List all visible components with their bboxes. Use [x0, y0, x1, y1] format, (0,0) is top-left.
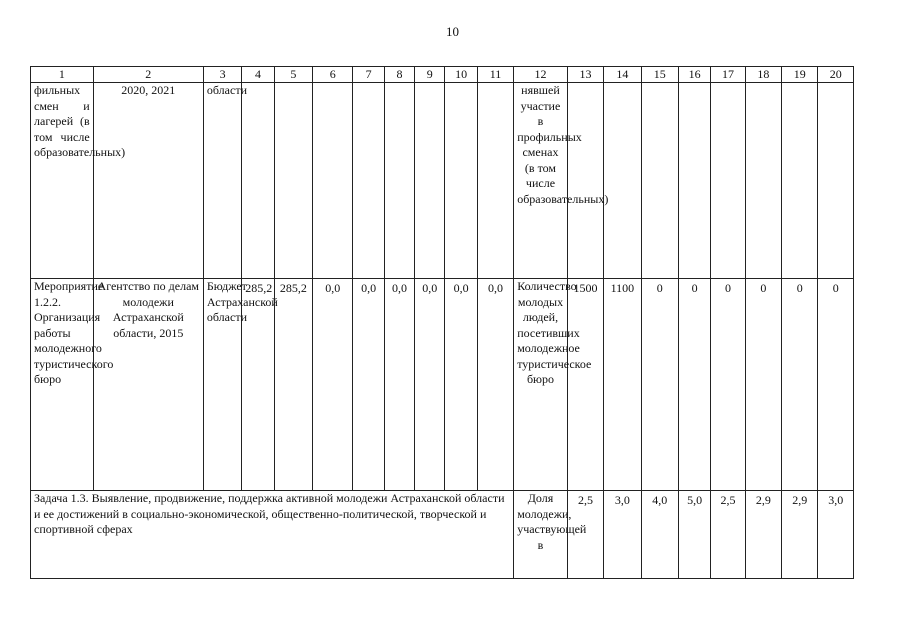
event-name-cell: фильных смен и лагерей (в том числе образовательных) — [31, 83, 94, 279]
funding-source-cell: области — [203, 83, 241, 279]
value-cell: 3,0 — [604, 491, 641, 579]
header-cell: 11 — [477, 67, 513, 83]
value-cell: 0 — [818, 279, 854, 491]
table-cell — [745, 83, 781, 279]
table-row — [31, 83, 854, 279]
value-cell: 0,0 — [415, 279, 445, 491]
header-cell: 19 — [782, 67, 818, 83]
value-cell: 285,2 — [274, 279, 312, 491]
value-cell: 1500 — [567, 279, 603, 491]
table-cell — [604, 83, 641, 279]
indicator-cell: нявшей участие в профильных сменах (в том числе образовательных) — [514, 83, 568, 279]
value-cell: 4,0 — [641, 491, 678, 579]
value-cell: 0,0 — [477, 279, 513, 491]
table-row — [31, 279, 854, 491]
table-row — [31, 491, 854, 579]
table-cell — [567, 83, 603, 279]
executor-cell: Агентство по делам молодежи Астраханской области, 2015 — [93, 279, 203, 491]
header-cell: 12 — [514, 67, 568, 83]
executor-cell: 2020, 2021 — [93, 83, 203, 279]
value-cell: 0,0 — [313, 279, 353, 491]
header-cell: 16 — [678, 67, 710, 83]
event-name-cell: Мероприятие 1.2.2. Организация работы молодежного туристического бюро — [31, 279, 94, 491]
header-cell: 18 — [745, 67, 781, 83]
value-cell: 0,0 — [445, 279, 477, 491]
header-cell: 6 — [313, 67, 353, 83]
value-cell: 0,0 — [353, 279, 384, 491]
value-cell: 2,5 — [567, 491, 603, 579]
header-cell: 15 — [641, 67, 678, 83]
header-cell: 9 — [415, 67, 445, 83]
value-cell: 2,9 — [782, 491, 818, 579]
table-header-row — [31, 67, 854, 83]
value-cell: 285,2 — [242, 279, 274, 491]
data-table — [30, 66, 854, 579]
table-cell — [274, 83, 312, 279]
page-number: 10 — [446, 24, 459, 39]
table-cell — [641, 83, 678, 279]
table-cell — [782, 83, 818, 279]
value-cell: 2,5 — [711, 491, 745, 579]
header-cell: 13 — [567, 67, 603, 83]
header-cell: 14 — [604, 67, 641, 83]
table-cell — [445, 83, 477, 279]
header-cell: 20 — [818, 67, 854, 83]
table-cell — [313, 83, 353, 279]
indicator-cell: Доля молодежи, участвующей в — [514, 491, 568, 579]
task-description-cell: Задача 1.3. Выявление, продвижение, поддержка активной молодежи Астраханской области и ее достижений в социально-экономической, общественно-политической, творческой и спортивной сферах — [31, 491, 514, 579]
header-cell: 10 — [445, 67, 477, 83]
header-cell: 2 — [93, 67, 203, 83]
value-cell: 0 — [782, 279, 818, 491]
table-cell — [242, 83, 274, 279]
value-cell: 0 — [641, 279, 678, 491]
header-cell: 5 — [274, 67, 312, 83]
table-cell — [678, 83, 710, 279]
header-cell: 3 — [203, 67, 241, 83]
table-cell — [353, 83, 384, 279]
header-cell: 17 — [711, 67, 745, 83]
header-cell: 1 — [31, 67, 94, 83]
table-cell — [415, 83, 445, 279]
header-cell: 4 — [242, 67, 274, 83]
value-cell: 3,0 — [818, 491, 854, 579]
value-cell: 5,0 — [678, 491, 710, 579]
table-cell — [477, 83, 513, 279]
value-cell: 0 — [678, 279, 710, 491]
indicator-cell: Количество молодых людей, посетивших молодежное туристическое бюро — [514, 279, 568, 491]
table-cell — [384, 83, 414, 279]
header-cell: 7 — [353, 67, 384, 83]
table-cell — [711, 83, 745, 279]
value-cell: 2,9 — [745, 491, 781, 579]
value-cell: 0 — [745, 279, 781, 491]
header-cell: 8 — [384, 67, 414, 83]
value-cell: 0 — [711, 279, 745, 491]
value-cell: 0,0 — [384, 279, 414, 491]
table-cell — [818, 83, 854, 279]
value-cell: 1100 — [604, 279, 641, 491]
funding-source-cell: Бюджет Астраханской области — [203, 279, 241, 491]
